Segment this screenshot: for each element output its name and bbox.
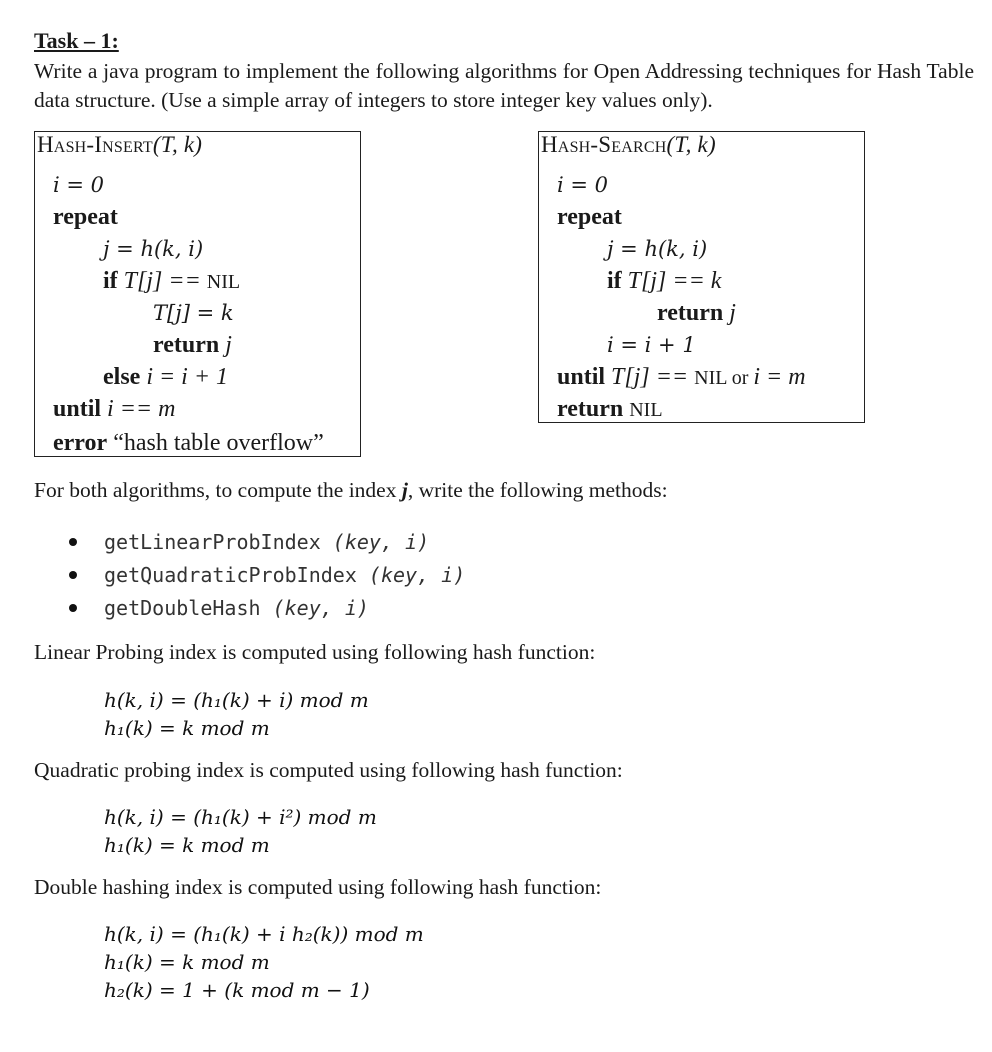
- search-until-tail: i = m: [753, 364, 806, 390]
- insert-if-keyword: if: [103, 268, 118, 294]
- method-item: [60, 528, 465, 561]
- methods-intro-pre: For both algorithms, to compute the index: [34, 478, 402, 502]
- insert-line-3: j = h(k, i): [103, 237, 204, 261]
- search-if-cond: T[j] == k: [627, 268, 722, 294]
- search-line-7: [557, 362, 806, 393]
- search-final-return-keyword: return: [557, 396, 624, 422]
- hash-insert-title: [37, 132, 202, 158]
- method-name: getQuadraticProbIndex: [104, 563, 369, 587]
- hash-search-name: Hash-Search: [541, 132, 667, 157]
- double-formula-1: h(k, i) = (h₁(k) + i h₂(k)) mod m: [104, 922, 424, 946]
- linear-formula-2: h₁(k) = k mod m: [104, 716, 270, 740]
- method-item: [60, 594, 465, 627]
- method-name: getLinearProbIndex: [104, 530, 333, 554]
- search-until-cond: T[j] ==: [611, 364, 695, 390]
- insert-line-1: i = 0: [53, 173, 105, 197]
- double-formula-3: h₂(k) = 1 + (k mod m − 1): [104, 978, 370, 1002]
- task-intro: Write a java program to implement the following algorithms for Open Addressing techniques for Hash Table data structure. (Use a simple array of integers to store integer key values only).: [34, 59, 974, 112]
- method-args: (key, i): [332, 530, 430, 554]
- insert-return-keyword: return: [153, 332, 220, 358]
- search-line-3: j = h(k, i): [607, 237, 708, 261]
- hash-search-args: (T, k): [666, 132, 716, 157]
- search-line-5: [657, 298, 736, 328]
- hash-search-box: [538, 131, 865, 423]
- insert-if-cond: T[j] ==: [123, 268, 207, 294]
- hash-search-title: [541, 132, 716, 158]
- methods-intro-post: , write the following methods:: [407, 478, 668, 502]
- search-nil: NIL: [694, 367, 727, 389]
- insert-line-4: [103, 266, 240, 297]
- insert-nil: NIL: [206, 271, 241, 293]
- double-formula-2: h₁(k) = k mod m: [104, 950, 270, 974]
- insert-return-value: j: [225, 332, 232, 358]
- linear-formula-1: h(k, i) = (h₁(k) + i) mod m: [104, 688, 369, 712]
- methods-intro: [34, 478, 668, 503]
- insert-error-message: “hash table overflow”: [113, 430, 324, 456]
- task-heading: Task – 1:: [34, 28, 119, 53]
- insert-else-keyword: else: [103, 364, 141, 390]
- search-line-8: [557, 394, 663, 423]
- quadratic-formula-1: h(k, i) = (h₁(k) + i²) mod m: [104, 805, 377, 829]
- search-line-2: repeat: [557, 204, 622, 230]
- insert-else-stmt: i = i + 1: [146, 364, 229, 390]
- method-name: getDoubleHash: [104, 596, 273, 620]
- insert-line-2: repeat: [53, 204, 118, 230]
- insert-line-7: [103, 362, 228, 392]
- insert-until-cond: i == m: [107, 396, 176, 422]
- insert-error-keyword: error: [53, 430, 108, 456]
- insert-until-keyword: until: [53, 396, 102, 422]
- quadratic-caption: Quadratic probing index is computed using following hash function:: [34, 758, 623, 782]
- hash-insert-args: (T, k): [152, 132, 203, 157]
- search-if-keyword: if: [607, 268, 622, 294]
- search-line-6: i = i + 1: [607, 333, 696, 357]
- search-until-keyword: until: [557, 364, 606, 390]
- search-line-4: [607, 266, 721, 296]
- search-final-nil: NIL: [629, 399, 663, 421]
- insert-line-6: [153, 330, 232, 360]
- double-caption: Double hashing index is computed using following hash function:: [34, 875, 602, 899]
- quadratic-formula-2: h₁(k) = k mod m: [104, 833, 270, 857]
- insert-line-5: T[j] = k: [153, 301, 234, 325]
- hash-insert-box: [34, 131, 361, 457]
- search-or: or: [726, 367, 754, 389]
- method-args: (key, i): [368, 563, 466, 587]
- methods-intro-var: j: [401, 478, 408, 502]
- search-return-keyword: return: [657, 300, 724, 326]
- insert-line-8: [53, 394, 175, 424]
- method-item: [60, 561, 465, 594]
- method-list: [60, 528, 465, 627]
- insert-line-9: [53, 428, 324, 457]
- search-return-value: j: [729, 300, 736, 326]
- hash-insert-name: Hash-Insert: [37, 132, 153, 157]
- search-line-1: i = 0: [557, 173, 609, 197]
- linear-caption: Linear Probing index is computed using following hash function:: [34, 640, 596, 664]
- method-args: (key, i): [272, 596, 369, 620]
